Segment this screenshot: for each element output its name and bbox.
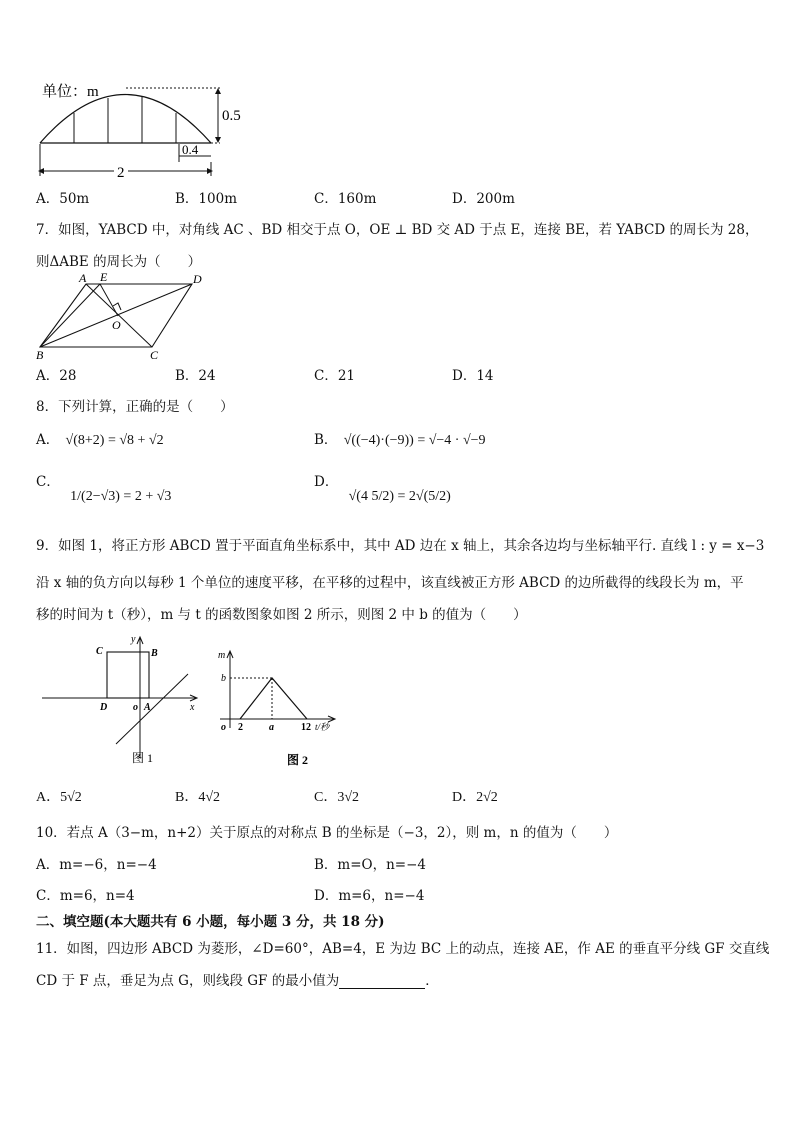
q8-option-c-expr: 1/(2−√3) = 2 + √3: [70, 489, 172, 504]
m-t-graph: [240, 678, 307, 719]
section-2-title: 二、填空题(本大题共有 6 小题，每小题 3 分，共 18 分): [36, 914, 385, 930]
spacing-label: 0.4: [182, 142, 199, 157]
label-d: D: [193, 272, 202, 286]
q8-option-d-label: D．: [314, 474, 339, 490]
fig2-label-t: t/秒: [315, 722, 330, 732]
q7-option-d[interactable]: D．14: [452, 368, 494, 384]
fig1-caption: 图 1: [132, 751, 154, 765]
q8-option-b-expr: √((−4)·(−9)) = √−4 · √−9: [343, 433, 486, 448]
q7-text-line1: 7．如图，YABCD 中，对角线 AC 、BD 相交于点 O，OE ⊥ BD 交 AD 于点 E，连接 BE，若 YABCD 的周长为 28，: [36, 222, 759, 238]
parallelogram-figure: [34, 270, 214, 362]
q11-text-line2-main: CD 于 F 点，垂足为点 G，则线段 GF 的最小值为: [36, 973, 340, 989]
q11-answer-blank[interactable]: [339, 974, 425, 989]
q11-text-line2-end: ．: [425, 973, 439, 989]
square-abcd: [107, 652, 149, 698]
q8-option-d-expr: √(4 5/2) = 2√(5/2): [348, 489, 451, 504]
q11-text-line1: 11．如图，四边形 ABCD 为菱形，∠D=60°，AB=4，E 为边 BC 上的动点，连接 AE，作 AE 的垂直平分线 GF 交直线: [36, 941, 770, 957]
q8-option-c-label: C．: [36, 474, 60, 490]
q7-option-b[interactable]: B．24: [175, 368, 216, 384]
fig1-label-b: B: [151, 648, 158, 659]
q10-option-c[interactable]: C．m=6，n=4: [36, 888, 135, 904]
q10-text: 10．若点 A（3−m，n+2）关于原点的对称点 B 的坐标是（−3，2），则 m，n 的值为（ ）: [36, 825, 618, 841]
q9-figure-2: [212, 646, 347, 770]
q10-option-d[interactable]: D．m=6，n=−4: [314, 888, 425, 904]
q9-text-line2: 沿 x 轴的负方向以每秒 1 个单位的速度平移，在平移的过程中，该直线被正方形 ABCD 的边所截得的线段长为 m，平: [36, 575, 744, 591]
q9-option-c[interactable]: C．3√2: [314, 790, 360, 805]
arch-curve: [40, 95, 211, 144]
label-b: B: [36, 348, 44, 362]
diagonal-ac: [86, 284, 152, 347]
q11-text-line2: [36, 969, 439, 989]
segment-be: [40, 284, 100, 347]
fig2-label-a: a: [269, 722, 274, 733]
unit-label: 单位：m: [42, 84, 99, 100]
fig2-label-b: b: [221, 673, 226, 684]
q9-figure-1: [40, 632, 205, 767]
q8-option-a-label: A．: [36, 432, 60, 448]
q6-option-c[interactable]: C．160m: [314, 191, 377, 207]
q7-option-a[interactable]: A．28: [36, 368, 77, 384]
label-o: O: [112, 318, 121, 332]
fig2-label-12: 12: [301, 722, 311, 733]
fig1-label-x: x: [190, 702, 195, 713]
height-label: 0.5: [222, 108, 241, 124]
q8-option-c[interactable]: [36, 470, 172, 504]
fig1-label-d: D: [100, 702, 108, 713]
fig1-label-c: C: [96, 646, 103, 657]
q8-option-b-label: B．: [314, 432, 338, 448]
span-label: 2: [117, 165, 125, 181]
q10-option-a[interactable]: A．m=−6，n=−4: [36, 857, 157, 873]
q8-option-b[interactable]: [314, 428, 486, 449]
fig1-label-y: y: [131, 634, 136, 645]
fig2-caption: 图 2: [287, 753, 309, 767]
fig1-label-a: A: [144, 702, 151, 713]
q9-option-b[interactable]: B．4√2: [175, 790, 221, 805]
q8-option-d[interactable]: [314, 470, 451, 504]
q7-option-c[interactable]: C．21: [314, 368, 356, 384]
line-l: [116, 674, 188, 744]
fig1-label-o: o: [133, 702, 138, 713]
q9-option-a[interactable]: A．5√2: [36, 790, 82, 805]
fig2-label-o: o: [221, 722, 226, 733]
q8-text: 8．下列计算，正确的是（ ）: [36, 399, 234, 415]
fig2-label-m: m: [218, 650, 226, 661]
q8-option-a[interactable]: [36, 428, 164, 449]
q7-text-line2: 则ΔABE 的周长为（ ）: [36, 254, 202, 270]
q10-option-b[interactable]: B．m=O，n=−4: [314, 857, 427, 873]
label-a: A: [79, 271, 87, 285]
q6-option-d[interactable]: D．200m: [452, 191, 515, 207]
arch-figure: [34, 76, 254, 186]
q6-option-b[interactable]: B．100m: [175, 191, 237, 207]
q8-option-a-expr: √(8+2) = √8 + √2: [65, 433, 164, 448]
label-e: E: [100, 270, 108, 284]
label-c: C: [150, 348, 159, 362]
q9-text-line1: 9．如图 1，将正方形 ABCD 置于平面直角坐标系中，其中 AD 边在 x 轴上，其余各边均与坐标轴平行. 直线 l : y = x−3: [36, 538, 765, 554]
fig2-label-2: 2: [238, 722, 243, 733]
q9-text-line3: 移的时间为 t（秒），m 与 t 的函数图象如图 2 所示，则图 2 中 b 的值为（ ）: [36, 607, 527, 623]
q9-option-d[interactable]: D．2√2: [452, 790, 498, 805]
q6-option-a[interactable]: A．50m: [36, 191, 90, 207]
